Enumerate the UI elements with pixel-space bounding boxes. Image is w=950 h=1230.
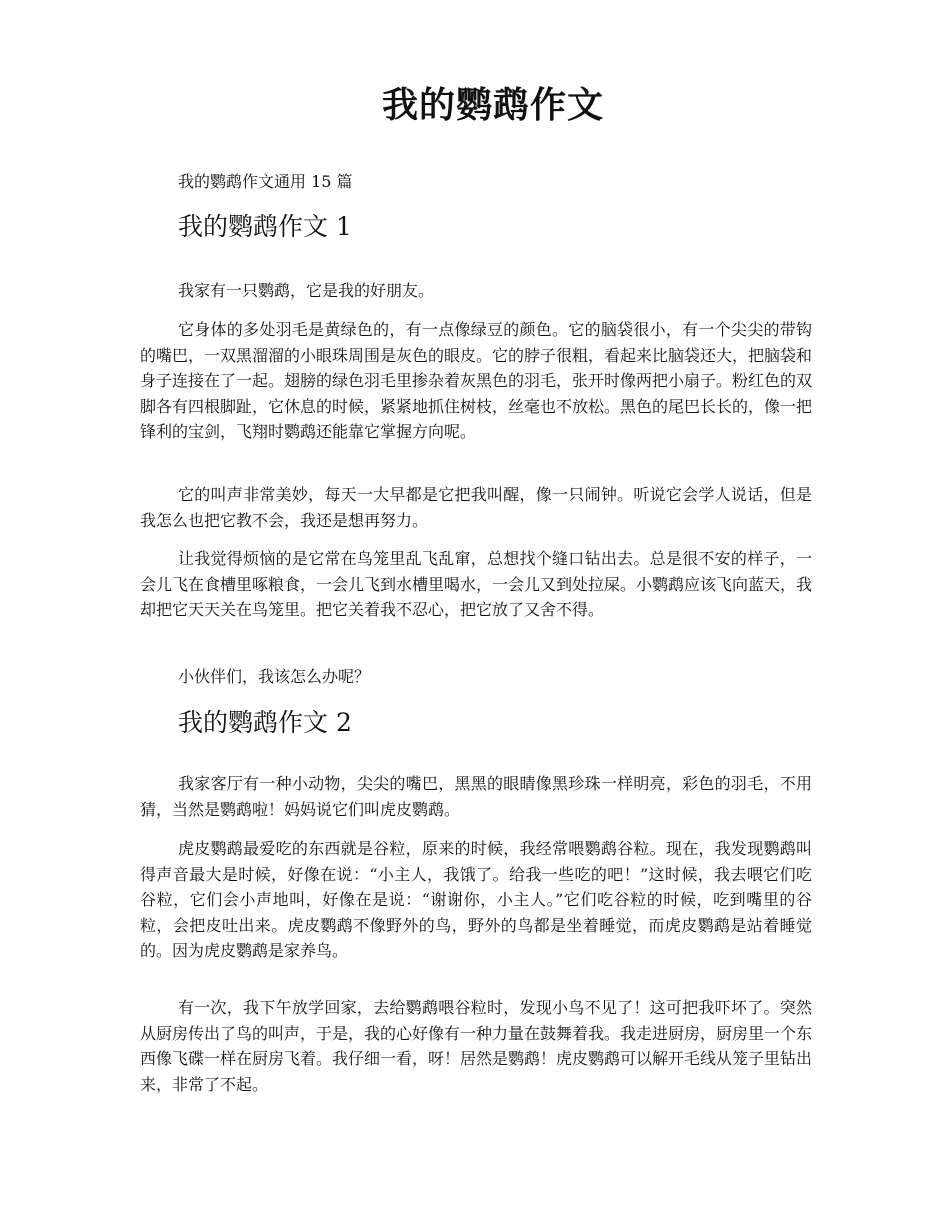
paragraph: 它的叫声非常美妙，每天一大早都是它把我叫醒，像一只闹钟。听说它会学人说话，但是我怎么也把它教不会，我还是想再努力。 xyxy=(140,485,812,530)
document-subtitle: 我的鹦鹉作文通用 15 篇 xyxy=(178,172,353,191)
section-heading-1: 我的鹦鹉作文 1 xyxy=(178,212,352,241)
paragraph: 让我觉得烦恼的是它常在鸟笼里乱飞乱窜，总想找个缝口钻出去。总是很不安的样子，一会儿飞在食槽里啄粮食，一会儿飞到水槽里喝水，一会儿又到处拉屎。小鹦鹉应该飞向蓝天，我却把它天天关在鸟笼里。把它关着我不忍心，把它放了又舍不得。 xyxy=(140,549,813,619)
paragraph: 虎皮鹦鹉最爱吃的东西就是谷粒，原来的时候，我经常喂鹦鹉谷粒。现在，我发现鹦鹉叫得声音最大是时候，好像在说：“小主人，我饿了。给我一些吃的吧！”这时候，我去喂它们吃谷粒，它们会小声地叫，好像在是说：“谢谢你，小主人。”它们吃谷粒的时候，吃到嘴里的谷粒，会把皮吐出来。虎皮鹦鹉不像野外的鸟，野外的鸟都是坐着睡觉，而虎皮鹦鹉是站着睡觉的。因为虎皮鹦鹉是家养鸟。 xyxy=(140,839,812,960)
paragraph: 小伙伴们，我该怎么办呢？ xyxy=(178,667,371,686)
paragraph: 我家有一只鹦鹉，它是我的好朋友。 xyxy=(178,281,435,300)
section-heading-2: 我的鹦鹉作文 2 xyxy=(178,708,352,737)
document-title: 我的鹦鹉作文 xyxy=(381,84,604,126)
paragraph: 我家客厅有一种小动物，尖尖的嘴巴，黑黑的眼睛像黑珍珠一样明亮，彩色的羽毛，不用猜，当然是鹦鹉啦！妈妈说它们叫虎皮鹦鹉。 xyxy=(140,774,812,819)
paragraph: 它身体的多处羽毛是黄绿色的，有一点像绿豆的颜色。它的脑袋很小，有一个尖尖的带钩的嘴巴，一双黑溜溜的小眼珠周围是灰色的眼皮。它的脖子很粗，看起来比脑袋还大，把脑袋和身子连接在了一起。翅膀的绿色羽毛里掺杂着灰黑色的羽毛，张开时像两把小扇子。粉红色的双脚各有四根脚趾，它休息的时候，紧紧地抓住树枝，丝毫也不放松。黑色的尾巴长长的，像一把锋利的宝剑，飞翔时鹦鹉还能靠它掌握方向呢。 xyxy=(140,320,813,441)
paragraph: 有一次，我下午放学回家，去给鹦鹉喂谷粒时，发现小鸟不见了！这可把我吓坏了。突然从厨房传出了鸟的叫声，于是，我的心好像有一种力量在鼓舞着我。我走进厨房，厨房里一个东西像飞碟一样在厨房飞着。我仔细一看，呀！居然是鹦鹉！虎皮鹦鹉可以解开毛线从笼子里钻出来，非常了不起。 xyxy=(140,998,813,1094)
